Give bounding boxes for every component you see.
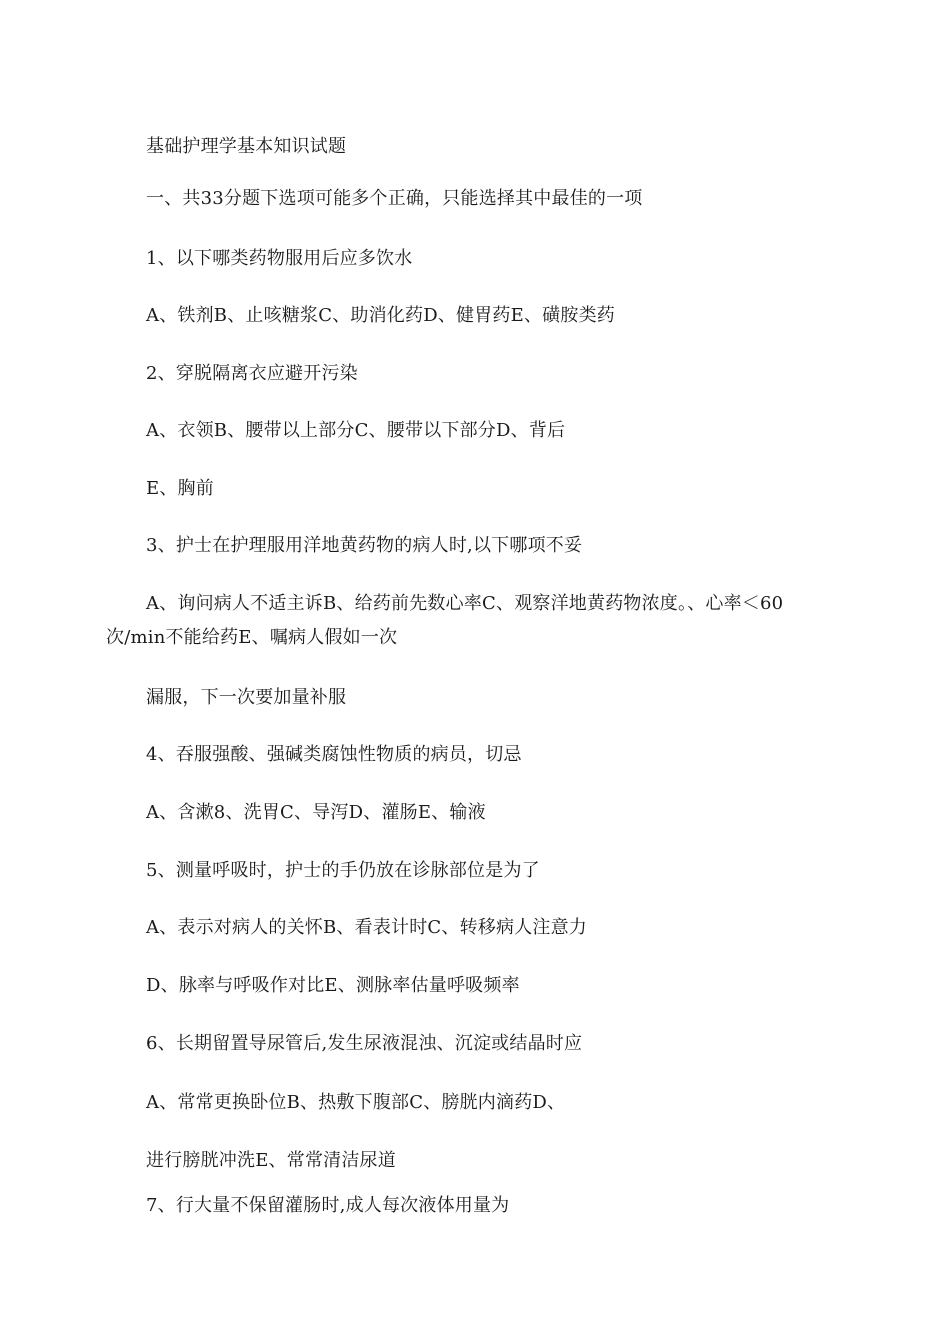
question-4-options: A、含漱8、洗胃C、导泻D、灌肠E、输液 [146, 802, 486, 823]
question-7: 7、行大量不保留灌肠时,成人每次液体用量为 [146, 1195, 510, 1216]
question-2-options-cont: E、胸前 [146, 478, 214, 499]
document-title: 基础护理学基本知识试题 [146, 136, 347, 157]
question-6-options-cont: 进行膀胱冲洗E、常常清洁尿道 [146, 1150, 396, 1171]
question-5-options: A、表示对病人的关怀B、看表计时C、转移病人注意力 [146, 917, 587, 938]
question-3-options-wrap: 次/min不能给药E、嘱病人假如一次 [106, 627, 398, 648]
question-6: 6、长期留置导尿管后,发生尿液混浊、沉淀或结晶时应 [146, 1033, 583, 1054]
question-3: 3、护士在护理服用洋地黄药物的病人时,以下哪项不妥 [146, 535, 583, 556]
question-1-options: A、铁剂B、止咳糖浆C、助消化药D、健胃药E、磺胺类药 [146, 305, 615, 326]
question-3-options: A、询问病人不适主诉B、给药前先数心率C、观察洋地黄药物浓度。、心率＜60 [146, 593, 784, 614]
question-1: 1、以下哪类药物服用后应多饮水 [146, 248, 413, 269]
question-2-options: A、衣领B、腰带以上部分C、腰带以下部分D、背后 [146, 420, 566, 441]
question-4: 4、吞服强酸、强碱类腐蚀性物质的病员，切忌 [146, 744, 522, 765]
section-heading: 一、共33分题下选项可能多个正确，只能选择其中最佳的一项 [146, 188, 643, 209]
question-5: 5、测量呼吸时，护士的手仍放在诊脉部位是为了 [146, 860, 540, 881]
question-3-options-cont: 漏服，下一次要加量补服 [146, 687, 347, 708]
question-5-options-cont: D、脉率与呼吸作对比E、测脉率估量呼吸频率 [146, 975, 520, 996]
question-2: 2、穿脱隔离衣应避开污染 [146, 363, 358, 384]
question-6-options: A、常常更换卧位B、热敷下腹部C、膀胱内滴药D、 [146, 1092, 566, 1113]
